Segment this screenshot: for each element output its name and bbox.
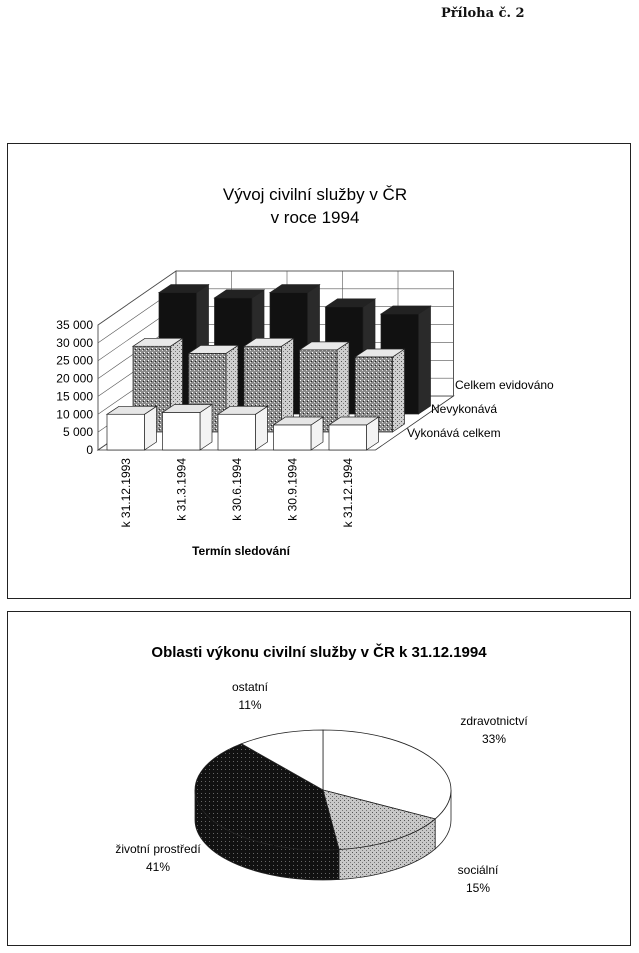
pie-slice-label: zdravotnictví [460, 714, 528, 728]
y-tick-label: 20 000 [56, 371, 93, 386]
bar [274, 425, 312, 450]
pie-slice-pct: 15% [465, 881, 491, 895]
series-label: Nevykonává [431, 402, 498, 416]
bar [329, 425, 367, 450]
y-tick-label: 0 [86, 443, 93, 457]
x-tick-label: k 30.6.1994 [229, 458, 244, 521]
x-tick-label: k 31.12.1993 [118, 458, 133, 528]
pie-slice-pct: 33% [481, 732, 507, 746]
x-tick-label: k 31.12.1994 [340, 458, 355, 528]
pie-slice-label: životní prostředí [115, 842, 201, 856]
pie-title: Oblasti výkonu civilní služby v ČR k 31.12.1994 [151, 644, 487, 661]
series-label: Celkem evidováno [455, 378, 554, 392]
pie-slice-label: sociální [457, 863, 499, 877]
y-tick-labels [56, 318, 93, 457]
y-tick-label: 35 000 [56, 318, 93, 332]
chart-title-line2: v roce 1994 [270, 208, 360, 227]
pie-slice-pct: 41% [145, 860, 171, 874]
y-tick-label: 5 000 [62, 425, 93, 440]
pie-marks [195, 730, 451, 880]
y-tick-label: 25 000 [56, 353, 93, 368]
pie-chart-panel [7, 611, 631, 946]
bar [163, 413, 201, 451]
x-tick-label: k 31.3.1994 [174, 458, 189, 521]
bar-side [419, 306, 431, 414]
chart-title-line1: Vývoj civilní služby v ČR [222, 185, 408, 204]
series-label: Vykonává celkem [407, 426, 501, 440]
bar-side [393, 349, 405, 432]
pie-chart-svg [8, 612, 630, 945]
bar [107, 414, 145, 450]
y-tick-label: 15 000 [56, 389, 93, 404]
x-category-labels [119, 458, 355, 528]
bar-chart-svg [8, 144, 630, 598]
x-tick-label: k 30.9.1994 [285, 458, 300, 521]
pie-slice-pct: 11% [238, 698, 262, 712]
pie-slice-label: ostatní [231, 680, 269, 694]
x-axis-title: Termín sledování [192, 544, 290, 558]
y-tick-label: 10 000 [56, 407, 93, 422]
bar-chart-panel [7, 143, 631, 599]
bar [218, 414, 256, 450]
y-tick-label: 30 000 [56, 335, 93, 350]
page-label: Příloha č. 2 [441, 6, 525, 21]
